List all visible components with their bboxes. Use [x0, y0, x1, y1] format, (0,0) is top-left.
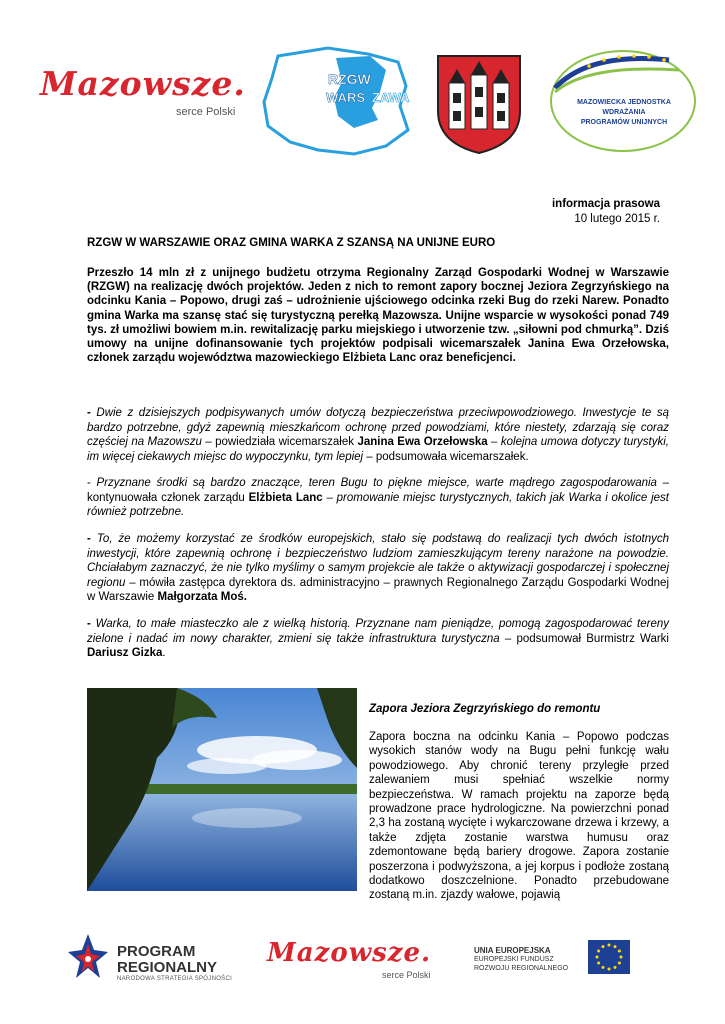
press-label: informacja prasowa [551, 198, 660, 210]
eu-line1: UNIA EUROPEJSKA [474, 946, 551, 955]
rzgw-zawa-label: ZAWA [372, 90, 410, 105]
speaker-name: Dariusz Gizka [87, 647, 163, 660]
speaker-name: Małgorzata Moś. [157, 591, 247, 604]
speaker-name: Elżbieta Lanc [248, 491, 323, 504]
mazowsze-tagline: serce Polski [176, 106, 236, 118]
footer-mazowsze-tagline: serce Polski [382, 970, 431, 980]
press-date: 10 lutego 2015 r. [574, 213, 660, 225]
quote-paragraph-1 [87, 406, 669, 464]
eu-line3: ROZWOJU REGIONALNEGO [474, 965, 569, 972]
mjwpu-text [559, 98, 689, 128]
mjwpu-line2: WDRAŻANIA [602, 109, 646, 116]
quote-attribution: – powiedziała wicemarszałek [201, 436, 358, 449]
lake-photo [87, 688, 357, 891]
rzgw-wars-label: WARS [326, 90, 365, 105]
press-info [552, 197, 660, 227]
headline: RZGW W WARSZAWIE ORAZ GMINA WARKA Z SZANSĄ NA UNIJNE EURO [87, 237, 496, 249]
mazowsze-wordmark: Mazowsze. [40, 64, 246, 103]
quote-dash: - [87, 477, 91, 489]
quote-attribution: – mówiła zastępca dyrektora ds. administracyjno – prawnych Regionalnego Zarządu Gospodarki Wodnej w Warszawie [87, 576, 669, 604]
program-line1: PROGRAM [117, 943, 196, 960]
eu-flag-icon [588, 940, 630, 974]
quote-dash: - [87, 533, 91, 545]
quote-text: Warka, to małe miasteczko ale z wielką historią. Przyznane nam pieniądze, pomogą zagospodarować tereny zielone i nadać im nowy charakter, zmieni się także infrastruktura turystyczna [87, 618, 669, 645]
program-subtitle: NARODOWA STRATEGIA SPÓJNOŚCI [117, 976, 233, 982]
eu-line2: EUROPEJSKI FUNDUSZ [474, 956, 554, 963]
eu-text [474, 946, 568, 973]
quote-text: To, że możemy korzystać ze środków europejskich, stało się podstawą do realizacji tych dwóch istotnych inwestycji, które zapewnią ochronę i bezpieczeństwo ludziom zamieszkującym tereny narażone na powodzie. Chciałabym zaznaczyć, że nie tylko myślimy o samym projekcie ale także o aktywizacji gospodarczej i społecznej regionu [87, 533, 669, 589]
lead-paragraph: Przeszło 14 mln zł z unijnego budżetu otrzyma Regionalny Zarząd Gospodarki Wodnej w Warszawie (RZGW) na realizację dwóch projektów. Jeden z nich to remont zapory bocznej Jeziora Zegrzyńskiego na odcinku Kania – Popowo, drugi zaś – udrożnienie ujściowego odcinka rzeki Bug do rzeki Narew. Ponadto gmina Warka ma szansę stać się turystyczną perełką Mazowsza. Unijne wsparcie w wysokości ponad 749 tys. zł umożliwi bowiem m.in. rewitalizację parku miejskiego i utworzenie tzw. „siłowni pod chmurką”. Dziś umowy na unijne dofinansowanie tych projektów podpisali wicemarszałek Janina Ewa Orzełowska, członek zarządu województwa mazowieckiego Elżbieta Lanc oraz beneficjenci. [87, 267, 669, 365]
side-article-text: Zapora boczna na odcinku Kania – Popowo podczas wysokich stanów wody na Bugu pełni funkcję wału powodziowego. Aby chronić tereny przyległe przed zalewaniem musi spełniać wszelkie normy bezpieczeństwa. W ramach projektu na zaporze będą prowadzone prace hydrologiczne. Na powierzchni ponad 2,3 ha zostaną wycięte i wykarczowane drzewa i krzewy, a także zdjęta zostanie warstwa humusu oraz zdemontowane będą bariery drogowe. Zapora zostanie poszerzona i podwyższona, a jej korpus i podłoże zostaną dodatkowo doszczelnione. Ponadto przebudowane zostaną m.in. zjazdy wałowe, pojawią [369, 731, 669, 902]
quote-attribution: . [162, 647, 166, 660]
quote-text: – kolejna umowa dotyczy turystyki, im więcej ciekawych miejsc do wypoczynku, tym lepiej [87, 436, 669, 463]
quote-dash: - [87, 407, 91, 419]
quote-text: Przyznane środki są bardzo znaczące, teren Bugu to piękne miejsce, warte mądrego zagospodarowania [90, 477, 657, 489]
quote-text: – promowanie miejsc turystycznych, takich jak Warka i okolice jest również potrzebne. [87, 491, 670, 519]
quote-paragraph-2 [87, 476, 669, 520]
quote-attribution: – podsumował Burmistrz Warki [499, 632, 669, 645]
quote-paragraph-4 [87, 617, 669, 661]
footer-logos [0, 928, 725, 988]
rzgw-label: RZGW [328, 71, 371, 87]
side-article-title: Zapora Jeziora Zegrzyńskiego do remontu [369, 703, 601, 715]
lake-photo-image [87, 688, 357, 891]
warka-coat-of-arms [435, 53, 523, 155]
quote-dash: - [87, 618, 91, 630]
quote-text: Dwie z dzisiejszych podpisywanych umów dotyczą bezpieczeństwa przeciwpowodziowego. Inwestycje te są bardzo potrzebne, gdyż zapewnią mieszkańcom ochronę przed powodziami, które niestety, zdarzają się coraz częściej na Mazowszu [87, 407, 669, 449]
mjwpu-line1: MAZOWIECKA JEDNOSTKA [577, 99, 671, 106]
program-regionalny-icon [68, 932, 108, 986]
mjwpu-logo [549, 48, 697, 154]
program-regionalny-text [117, 944, 217, 976]
quote-attribution: – podsumowała wicemarszałek. [363, 450, 529, 463]
quote-paragraph-3 [87, 532, 669, 605]
quote-attribution: – kontynuowała członek zarządu [87, 477, 669, 504]
program-line2: REGIONALNY [117, 959, 218, 976]
footer-mazowsze-wordmark: Mazowsze. [267, 938, 432, 968]
speaker-name: Janina Ewa Orzełowska [357, 436, 488, 449]
header-logos [0, 40, 725, 165]
rzgw-map-logo [258, 46, 413, 158]
mjwpu-line3: PROGRAMÓW UNIJNYCH [580, 119, 668, 126]
